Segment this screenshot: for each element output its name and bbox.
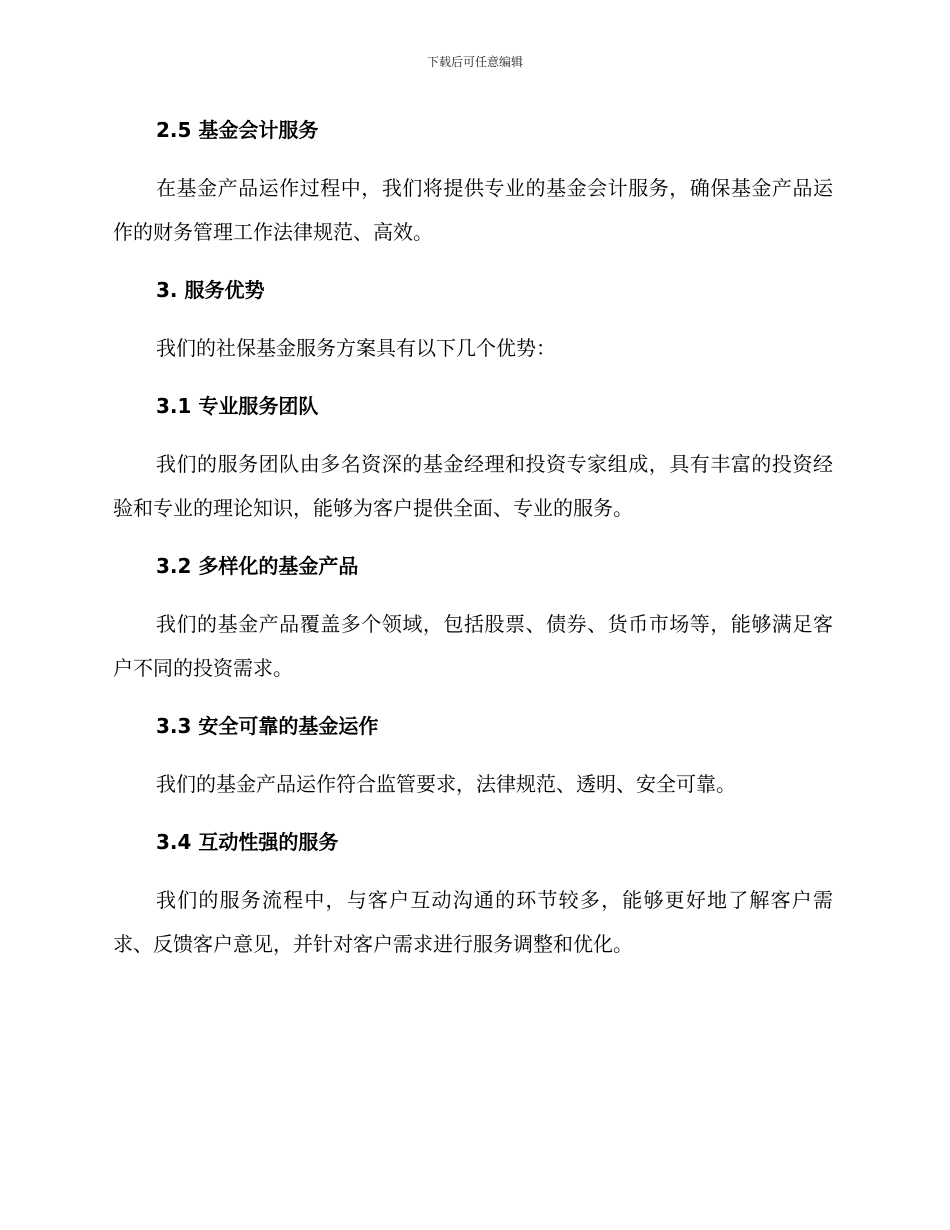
page-header: 下载后可任意编辑 <box>426 55 523 69</box>
section-heading-3-2: 3.2 多样化的基金产品 <box>156 554 359 578</box>
section-paragraph-3-3: 我们的基金产品运作符合监管要求，法律规范、透明、安全可靠。 <box>156 772 736 796</box>
section-paragraph-3: 我们的社保基金服务方案具有以下几个优势： <box>156 336 556 360</box>
section-paragraph-3-2: 我们的基金产品覆盖多个领域，包括股票、债券、货币市场等，能够满足客户不同的投资需求。 <box>113 612 833 680</box>
section-paragraph-2-5: 在基金产品运作过程中，我们将提供专业的基金会计服务，确保基金产品运作的财务管理工作法律规范、高效。 <box>113 176 833 244</box>
section-paragraph-3-1: 我们的服务团队由多名资深的基金经理和投资专家组成，具有丰富的投资经验和专业的理论知识，能够为客户提供全面、专业的服务。 <box>113 452 833 520</box>
section-heading-2-5: 2.5 基金会计服务 <box>156 118 319 142</box>
section-heading-3-3: 3.3 安全可靠的基金运作 <box>156 714 379 738</box>
section-heading-3-4: 3.4 互动性强的服务 <box>156 830 339 854</box>
section-heading-3-1: 3.1 专业服务团队 <box>156 394 319 418</box>
section-heading-3: 3. 服务优势 <box>156 278 265 302</box>
section-paragraph-3-4: 我们的服务流程中，与客户互动沟通的环节较多，能够更好地了解客户需求、反馈客户意见，并针对客户需求进行服务调整和优化。 <box>113 888 833 956</box>
document-body <box>113 108 833 966</box>
